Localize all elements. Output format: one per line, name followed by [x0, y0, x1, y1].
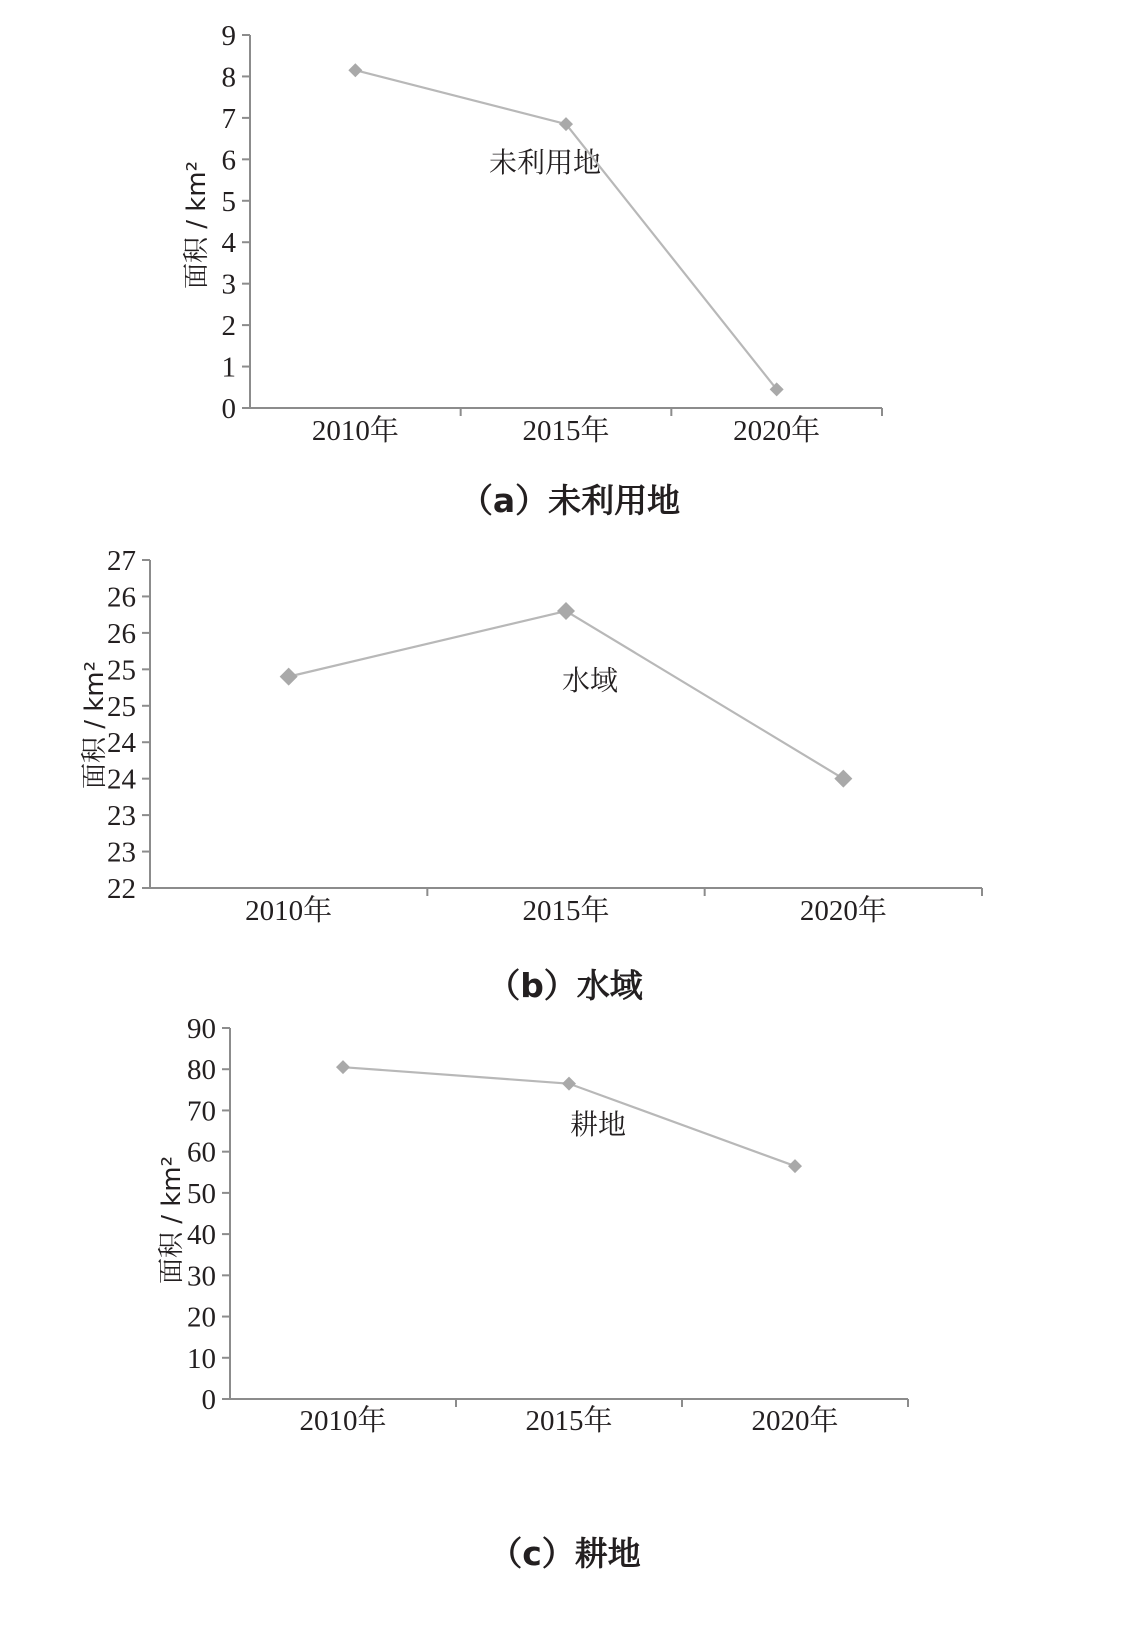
y-tick-label: 1 — [221, 351, 236, 384]
y-tick-label: 2 — [221, 310, 236, 343]
data-point-marker — [336, 1060, 350, 1074]
data-point-marker — [834, 770, 852, 788]
series-annotation: 耕地 — [569, 1108, 627, 1141]
y-tick-label: 60 — [187, 1136, 216, 1169]
y-tick-label: 70 — [187, 1095, 216, 1128]
y-axis-label: 面积 / km² — [182, 160, 212, 290]
data-point-marker — [280, 668, 298, 686]
y-tick-label: 0 — [201, 1384, 216, 1416]
x-tick-label: 2020年 — [751, 1405, 839, 1437]
x-tick-label: 2015年 — [522, 895, 610, 927]
y-tick-label: 24 — [107, 763, 136, 796]
data-point-marker — [557, 602, 575, 620]
y-tick-label: 90 — [187, 1013, 216, 1045]
y-tick-label: 0 — [221, 393, 236, 425]
y-tick-label: 80 — [187, 1054, 216, 1087]
y-tick-label: 4 — [221, 227, 236, 260]
x-tick-label: 2010年 — [311, 415, 399, 447]
y-tick-label: 50 — [187, 1177, 216, 1210]
chart-caption: （b）水域 — [487, 966, 643, 1005]
plot-area — [107, 545, 982, 927]
plot-area — [187, 1013, 908, 1437]
y-tick-label: 27 — [107, 545, 136, 577]
y-tick-label: 30 — [187, 1260, 216, 1293]
y-tick-label: 5 — [221, 185, 236, 218]
y-tick-label: 23 — [107, 800, 136, 833]
y-tick-label: 10 — [187, 1342, 216, 1375]
y-tick-label: 26 — [107, 581, 136, 614]
y-tick-label: 22 — [107, 873, 136, 905]
chart-caption: （a）未利用地 — [459, 481, 681, 520]
y-tick-label: 25 — [107, 654, 136, 687]
x-tick-label: 2020年 — [733, 415, 821, 447]
x-tick-label: 2010年 — [245, 895, 333, 927]
series-annotation: 未利用地 — [488, 146, 602, 179]
y-axis-label: 面积 / km² — [80, 660, 110, 790]
chart-panel-c — [0, 1010, 1140, 1649]
y-axis-label: 面积 / km² — [157, 1155, 187, 1285]
chart-caption: （c）耕地 — [489, 1534, 641, 1573]
chart-panel-a — [0, 0, 1140, 520]
y-tick-label: 7 — [221, 102, 236, 135]
y-tick-label: 6 — [221, 144, 236, 177]
y-tick-label: 8 — [221, 61, 236, 94]
x-tick-label: 2020年 — [799, 895, 887, 927]
x-tick-label: 2010年 — [299, 1405, 387, 1437]
y-tick-label: 23 — [107, 836, 136, 869]
y-tick-label: 40 — [187, 1219, 216, 1252]
y-tick-label: 24 — [107, 727, 136, 760]
y-tick-label: 20 — [187, 1301, 216, 1334]
y-tick-label: 26 — [107, 617, 136, 650]
y-tick-label: 25 — [107, 690, 136, 723]
plot-area — [222, 20, 883, 447]
chart-panel-b — [0, 520, 1140, 1010]
x-tick-label: 2015年 — [525, 1405, 613, 1437]
data-point-marker — [562, 1077, 576, 1091]
y-tick-label: 9 — [221, 20, 236, 52]
data-point-marker — [788, 1159, 802, 1173]
data-point-marker — [348, 63, 362, 77]
series-annotation: 水域 — [561, 664, 619, 697]
x-tick-label: 2015年 — [522, 415, 610, 447]
y-tick-label: 3 — [221, 268, 236, 301]
